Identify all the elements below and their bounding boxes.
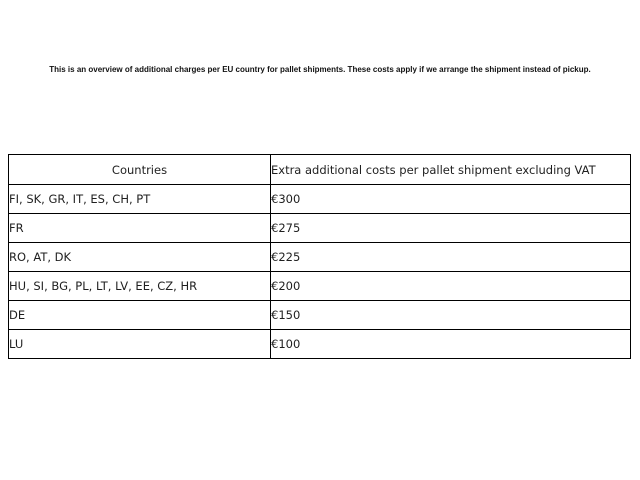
- table-row: [9, 214, 631, 243]
- table-row: [9, 330, 631, 359]
- cost-cell: €100: [271, 330, 631, 359]
- countries-cell: FI, SK, GR, IT, ES, CH, PT: [9, 185, 271, 214]
- table-header-row: [9, 155, 631, 185]
- countries-cell: LU: [9, 330, 271, 359]
- countries-cell: FR: [9, 214, 271, 243]
- cost-cell: €225: [271, 243, 631, 272]
- table-row: [9, 243, 631, 272]
- costs-column-header: Extra additional costs per pallet shipment excluding VAT: [271, 155, 631, 185]
- cost-cell: €150: [271, 301, 631, 330]
- countries-column-header: Countries: [9, 155, 271, 185]
- overview-note: This is an overview of additional charges per EU country for pallet shipments. These costs apply if we arrange the shipment instead of pickup.: [49, 65, 591, 74]
- table-row: [9, 185, 631, 214]
- table-row: [9, 272, 631, 301]
- cost-cell: €300: [271, 185, 631, 214]
- countries-cell: HU, SI, BG, PL, LT, LV, EE, CZ, HR: [9, 272, 271, 301]
- countries-cell: DE: [9, 301, 271, 330]
- cost-cell: €200: [271, 272, 631, 301]
- cost-cell: €275: [271, 214, 631, 243]
- countries-cell: RO, AT, DK: [9, 243, 271, 272]
- charges-table: [8, 154, 631, 359]
- table-row: [9, 301, 631, 330]
